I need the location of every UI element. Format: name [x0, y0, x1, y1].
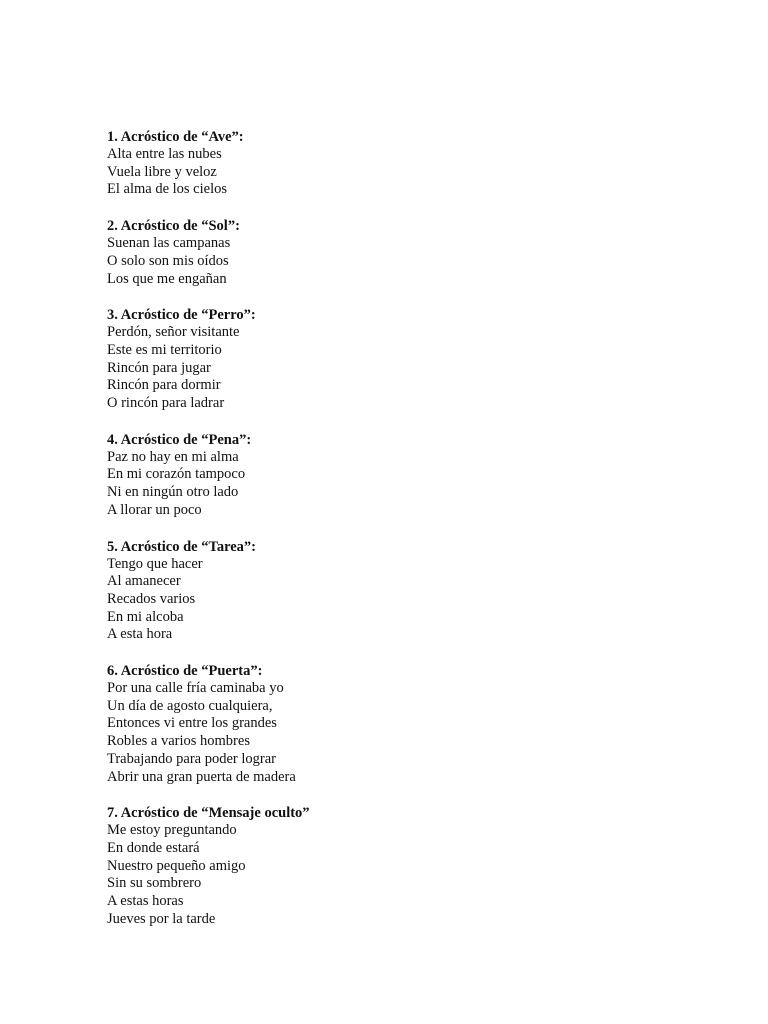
poem-mensaje-oculto	[107, 804, 707, 928]
poem-line: Robles a varios hombres	[107, 733, 250, 750]
poem-puerta	[107, 662, 707, 786]
poem-sol	[107, 217, 707, 288]
poem-lines	[107, 822, 707, 928]
poem-line: Los que me engañan	[107, 270, 227, 287]
poem-title: 3. Acróstico de “Perro”:	[107, 307, 256, 324]
document-page	[107, 128, 707, 947]
poem-line: Alta entre las nubes	[107, 146, 222, 162]
poem-line: Por una calle fría caminaba yo	[107, 680, 284, 697]
poem-line: En donde estará	[107, 839, 200, 856]
poem-line: Entonces vi entre los grandes	[107, 715, 277, 732]
poem-ave	[107, 128, 707, 199]
poem-line: Rincón para jugar	[107, 359, 211, 376]
poem-lines	[107, 680, 707, 786]
poem-line: Al amanecer	[107, 573, 181, 590]
poem-line: Ni en ningún otro lado	[107, 484, 239, 501]
poem-perro	[107, 306, 707, 413]
poem-title: 6. Acróstico de “Puerta”:	[107, 663, 263, 680]
poem-tarea	[107, 538, 707, 645]
poem-lines	[107, 235, 707, 288]
poem-title: 2. Acróstico de “Sol”:	[107, 218, 240, 235]
poem-lines	[107, 146, 707, 199]
poem-line: Suenan las campanas	[107, 235, 231, 252]
poem-line: Un día de agosto cualquiera,	[107, 697, 273, 714]
poem-line: Abrir una gran puerta de madera	[107, 768, 296, 785]
poem-line: Vuela libre y veloz	[107, 163, 217, 180]
poem-lines	[107, 556, 707, 645]
poem-line: Me estoy preguntando	[107, 822, 237, 839]
poem-title: 4. Acróstico de “Pena”:	[107, 431, 252, 448]
poem-line: En mi corazón tampoco	[107, 466, 246, 483]
poem-line: El alma de los cielos	[107, 181, 227, 198]
poem-line: A estas horas	[107, 893, 184, 910]
poem-line: Nuestro pequeño amigo	[107, 857, 246, 874]
poem-line: Sin su sombrero	[107, 875, 202, 892]
poem-line: O solo son mis oídos	[107, 252, 229, 269]
poem-title: 5. Acróstico de “Tarea”:	[107, 538, 257, 555]
poem-line: Rincón para dormir	[107, 377, 221, 394]
poem-line: O rincón para ladrar	[107, 395, 225, 412]
poem-lines	[107, 324, 707, 413]
poem-line: Recados varios	[107, 590, 196, 607]
poem-title: 1. Acróstico de “Ave”:	[107, 129, 244, 145]
poem-line: Paz no hay en mi alma	[107, 448, 239, 465]
poem-line: En mi alcoba	[107, 608, 184, 625]
poem-pena	[107, 431, 707, 520]
poem-line: A esta hora	[107, 626, 173, 643]
poem-lines	[107, 449, 707, 520]
poem-line: Tengo que hacer	[107, 555, 203, 572]
poem-line: A llorar un poco	[107, 501, 202, 518]
poem-line: Este es mi territorio	[107, 341, 222, 358]
poem-line: Perdón, señor visitante	[107, 324, 240, 341]
poem-title: 7. Acróstico de “Mensaje oculto”	[107, 805, 310, 822]
poem-line: Jueves por la tarde	[107, 910, 216, 927]
poem-line: Trabajando para poder lograr	[107, 750, 276, 767]
